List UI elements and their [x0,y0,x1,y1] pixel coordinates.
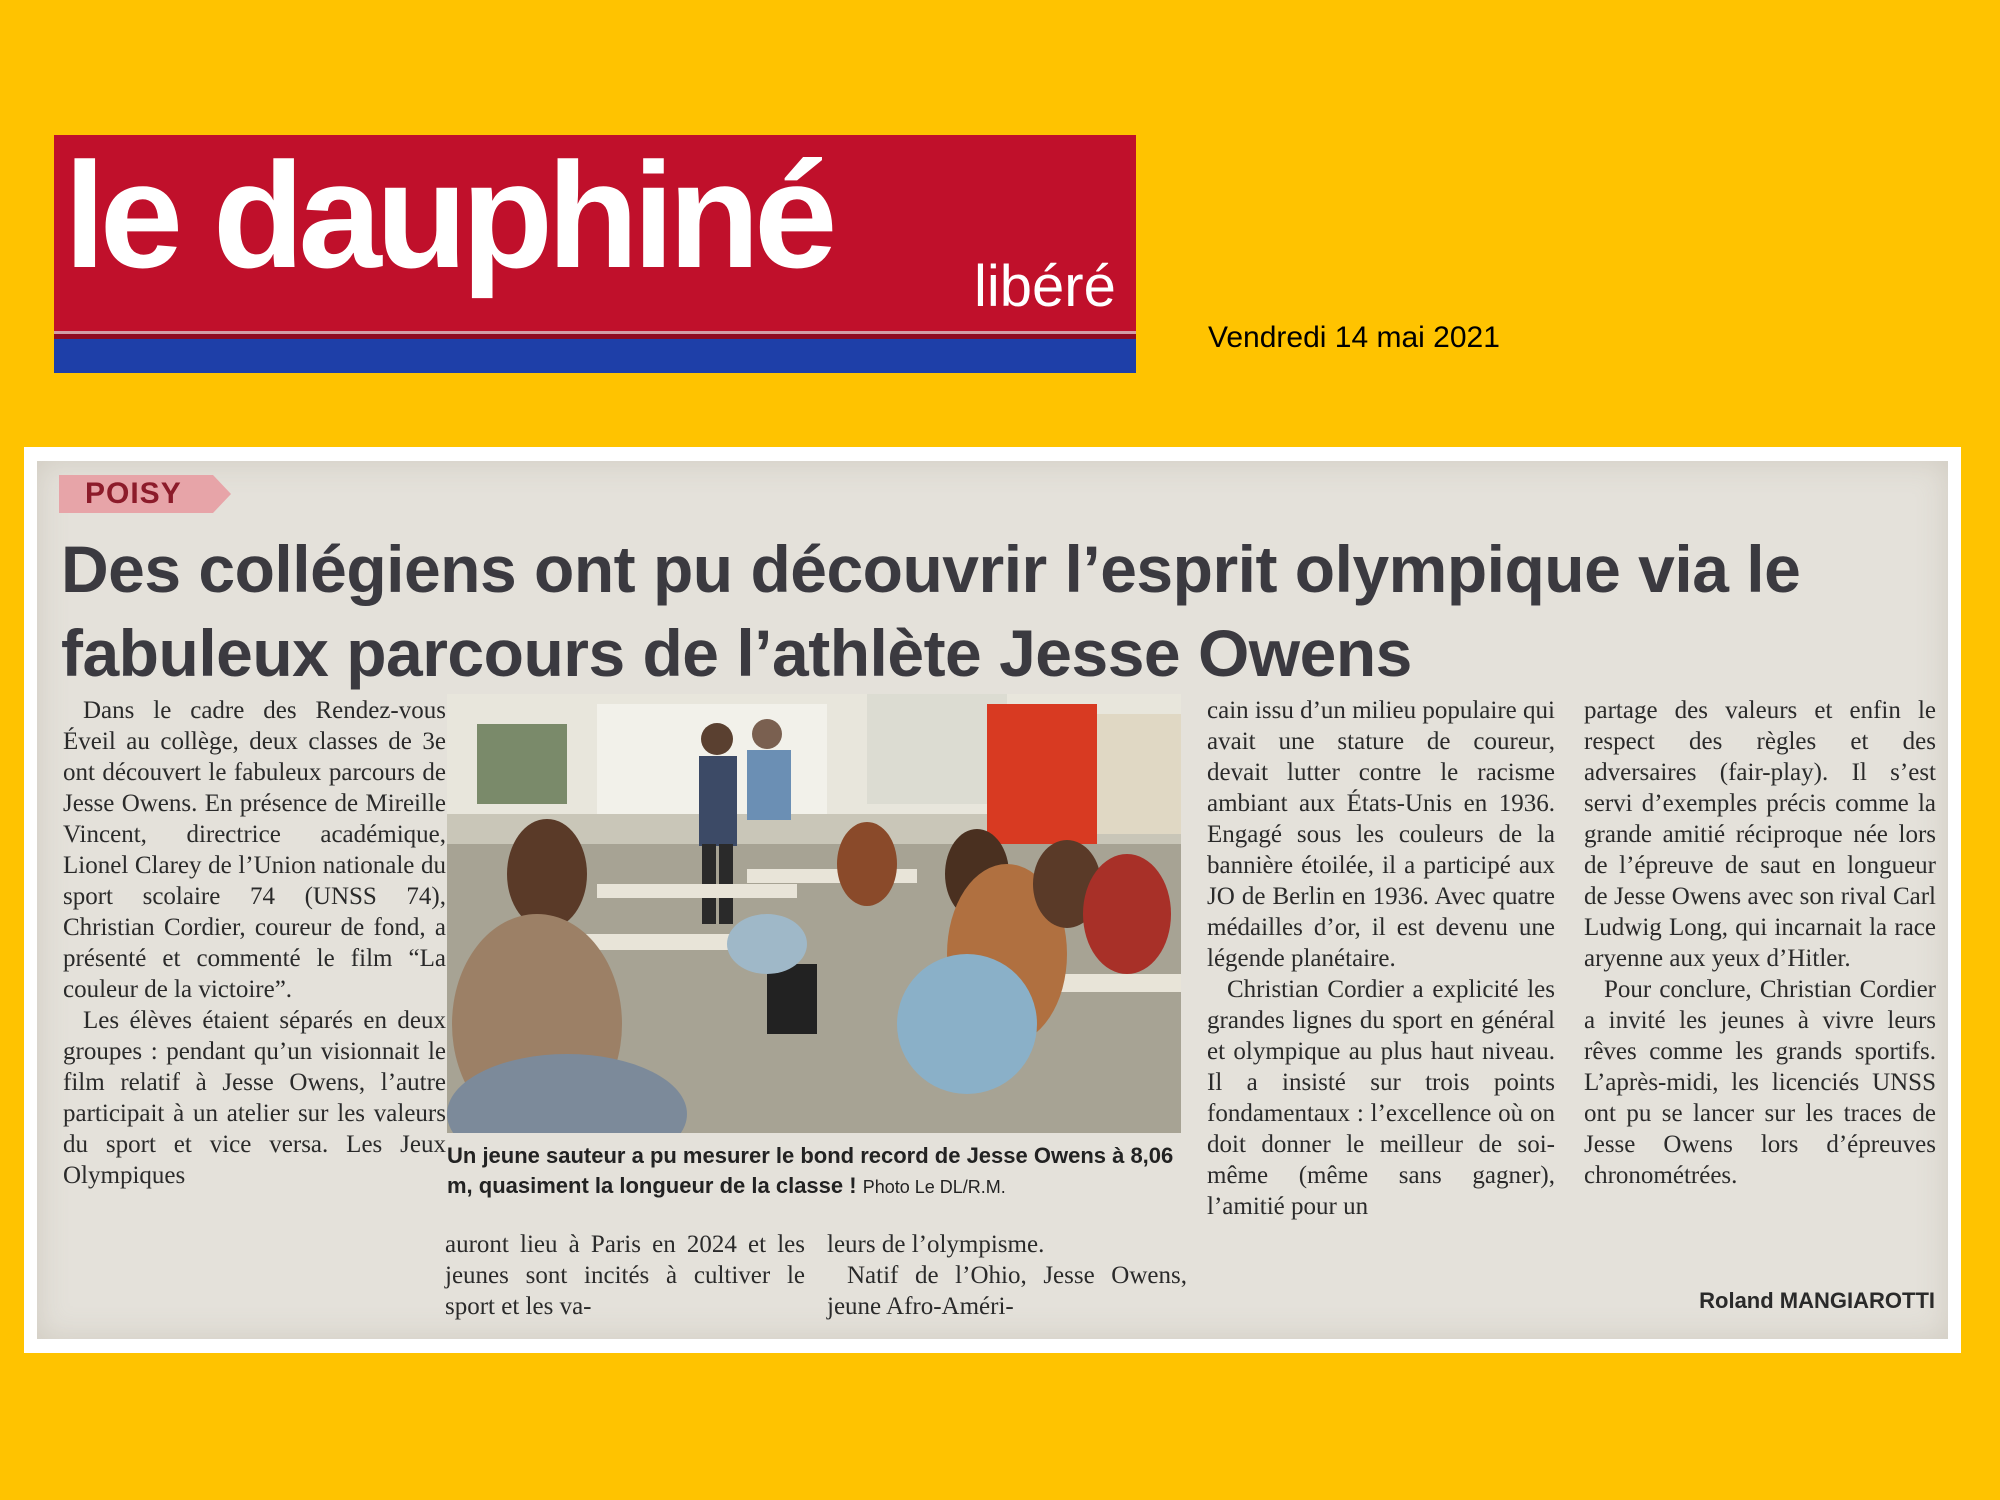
classroom-photo-illustration [447,694,1181,1133]
paragraph: Christian Cordier a explicité les grandes lignes du sport en général et olympique au plus haut niveau. Il a insisté sur trois points fondamentaux : l’excellence où on doit donner le meilleur de soi-même (même sans gagner), l’amitié pour un [1207,976,1555,1220]
logo-name: le dauphiné [64,135,832,299]
newspaper-clipping [24,447,1961,1353]
caption-text: Un jeune sauteur a pu mesurer le bond record de Jesse Owens à 8,06 m, quasiment la longueur de la classe ! [447,1143,1174,1198]
article-column-4 [1207,695,1555,1222]
photo-caption [447,1141,1187,1202]
paragraph: Dans le cadre des Rendez-vous Éveil au collège, deux classes de 3e ont découvert le fabuleux parcours de Jesse Owens. En présence de Mireille Vincent, directrice académique, Lionel Clarey de l’Union nationale du sport scolaire 74 (UNSS 74), Christian Cordier, coureur de fond, a présenté et commenté le film “La couleur de la victoire”. [63,697,446,1003]
article-photo [447,694,1181,1133]
paragraph: Natif de l’Ohio, Jesse Owens, jeune Afro-Améri- [827,1262,1187,1320]
logo-subtitle: libéré [974,254,1116,319]
paragraph: cain issu d’un milieu populaire qui avait une stature de coureur, devait lutter contre le racisme ambiant aux États-Unis en 1936. Engagé sous les couleurs de la bannière étoilée, il a participé aux JO de Berlin en 1936. Avec quatre médailles d’or, il est devenu une légende planétaire. [1207,697,1555,972]
article [37,461,1948,1339]
article-column-5 [1584,695,1936,1191]
article-column-1 [63,695,446,1191]
publication-date: Vendredi 14 mai 2021 [1208,321,1500,354]
article-column-2 [445,1229,805,1322]
byline: Roland MANGIAROTTI [1699,1288,1935,1313]
paragraph: leurs de l’olympisme. [827,1231,1045,1258]
paragraph: partage des valeurs et enfin le respect des règles et des adversaires (fair-play). Il s’est servi d’exemples précis comme la grande amitié réciproque née lors de l’épreuve de saut en longueur de Jesse Owens avec son rival Carl Ludwig Long, qui incarnait la race aryenne aux yeux d’Hitler. [1584,697,1936,972]
headline: Des collégiens ont pu découvrir l’esprit olympique via le fabuleux parcours de l’athlète Jesse Owens [61,532,1801,690]
newspaper-logo [54,135,1136,373]
photo-credit: Photo Le DL/R.M. [862,1177,1006,1197]
section-tag: POISY [59,475,213,513]
paragraph: auront lieu à Paris en 2024 et les jeunes sont incités à cultiver le sport et les va- [445,1231,805,1320]
article-column-3 [827,1229,1187,1322]
paragraph: Les élèves étaient séparés en deux groupes : pendant qu’un visionnait le film relatif à Jesse Owens, l’autre participait à un atelier sur les valeurs du sport et vice versa. Les Jeux Olympiques [63,1007,446,1189]
logo-stripe-white [54,331,1136,334]
logo-stripe-blue [54,339,1136,373]
paragraph: Pour conclure, Christian Cordier a invité les jeunes à vivre leurs rêves comme les grands sportifs. L’après-midi, les licenciés UNSS ont pu se lancer sur les traces de Jesse Owens lors d’épreuves chronométrées. [1584,976,1936,1189]
